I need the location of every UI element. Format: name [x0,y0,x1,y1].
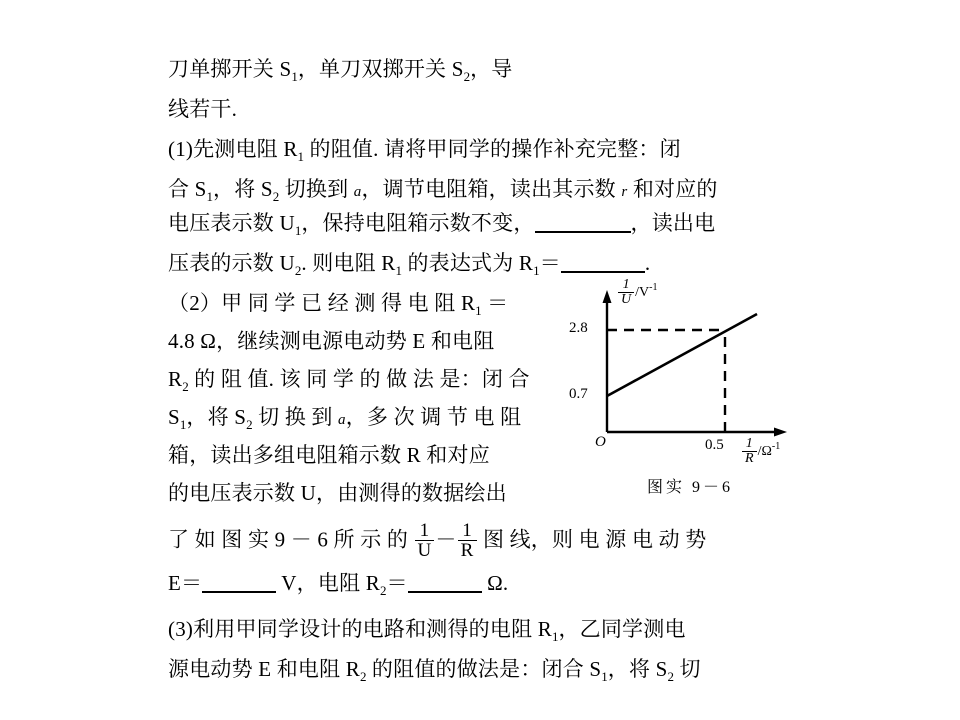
line3-part-b: 的阻值. 请将甲同学的操作补充完整：闭 [304,137,681,161]
line1-sub-1: 1 [291,69,298,85]
line4-part-a: 合 S [168,177,207,201]
text-line-4 [168,178,718,208]
x-axis-denominator: R [742,451,757,466]
switch-position-a-symbol: a [353,184,362,200]
line3-sub: 1 [297,149,305,165]
line9-sub: 2 [182,379,189,395]
line1-part-c: ，导 [470,57,513,81]
line4-part-e: 和对应的 [627,177,718,201]
line7-sub: 1 [475,303,482,319]
data-line [607,314,757,396]
line6-part-b: . 则电阻 R [301,251,396,275]
text-line-6 [168,252,650,282]
line16-part-d: 切 [674,657,701,681]
origin-label: O [595,434,606,450]
answer-blank-r2[interactable] [408,591,482,593]
y-axis-unit: /V [635,285,650,301]
text-line-8: 4.8 Ω，继续测电源电动势 E 和电阻 [168,329,495,353]
line7-part-a: （2）甲 同 学 已 经 测 得 电 阻 R [168,291,476,315]
answer-blank-2[interactable] [561,271,645,273]
y-tick-label-0-7: 0.7 [569,386,588,402]
line16-part-a: 源电动势 E 和电阻 R [168,657,360,681]
line10-part-a: S [168,405,180,429]
line10-sub-1: 1 [179,417,187,433]
line5-part-a: 电压表示数 U [168,211,295,235]
text-line-12: 的电压表示数 U，由测得的数据绘出 [168,481,507,505]
line14-part-b: V，电阻 R [276,571,380,595]
line6-part-c: 的表达式为 R [402,251,534,275]
text-line-9 [168,368,530,398]
line3-part-a: (1)先测电阻 R [168,137,298,161]
line6-part-a: 压表的示数 U [168,251,295,275]
line16-part-b: 的阻值的做法是：闭合 S [366,657,602,681]
x-axis-unit-exponent: -1 [771,441,781,453]
text-line-2: 线若干. [168,97,238,121]
text-line-10 [168,406,521,436]
line14-sub: 2 [379,583,387,599]
figure-graph-1u-vs-1r [565,277,815,514]
line15-part-b: ，乙同学测电 [558,617,686,641]
line16-sub-3: 2 [667,669,674,685]
line16-sub: 2 [359,669,367,685]
text-line-14 [168,572,508,602]
line5-sub: 1 [294,223,302,239]
y-axis-fraction [618,278,634,308]
y-axis-label [617,278,657,308]
line5-part-b: ，保持电阻箱示数不变， [301,211,535,235]
y-axis-denominator: U [618,292,634,307]
inline-frac2-numerator: 1 [462,520,472,541]
line1-part-a: 刀单掷开关 S [168,57,292,81]
text-line-3 [168,138,681,168]
line15-sub: 1 [551,629,559,645]
inline-frac1-numerator: 1 [419,520,430,541]
line6-sub: 2 [294,263,302,279]
line6-sub-3: 1 [533,263,540,279]
line16-sub-2: 1 [601,669,608,685]
text-line-13 [168,522,706,562]
x-axis-numerator: 1 [745,436,753,451]
y-tick-label-2-8: 2.8 [569,320,588,336]
text-line-5 [168,212,715,242]
line4-sub-1: 1 [206,189,214,205]
text-line-1 [168,58,512,88]
line5-part-c: ，读出电 [630,211,716,235]
line13-part-a: 了 如 图 实 9 － 6 所 示 的 [168,527,414,552]
line6-part-d: ＝ [539,251,561,275]
line7-part-b: ＝ [481,291,509,315]
line4-part-d: ，调节电阻箱，读出其示数 [361,177,622,201]
answer-blank-1[interactable] [535,231,631,233]
line1-sub-2: 2 [463,69,471,85]
line1-part-b: ，单刀双掷开关 S [297,57,464,81]
figure-caption: 图实 9－6 [646,479,733,496]
y-axis-numerator: 1 [622,277,630,292]
line6-part-e: . [644,251,651,275]
line4-part-b: ，将 S [213,177,273,201]
x-axis-unit: /Ω [757,444,772,460]
inline-frac1-denominator: U [415,540,435,560]
line15-part-a: (3)利用甲同学设计的电路和测得的电阻 R [168,617,552,641]
text-line-15 [168,618,686,648]
line13-part-b: 图 线，则 电 源 电 动 势 [477,527,707,552]
line9-part-b: 的 阻 值. 该 同 学 的 做 法 是：闭 合 [188,367,530,391]
line4-sub-2: 2 [272,189,280,205]
x-axis-arrowhead [774,428,787,437]
inline-fraction-1-over-u [415,521,435,561]
resistance-r-symbol: r [621,184,628,200]
line14-part-d: Ω. [481,571,509,595]
line6-sub-2: 1 [395,263,402,279]
line10-part-d: ，多 次 调 节 电 阻 [345,405,522,429]
line4-part-c: 切换到 [279,177,354,201]
line16-part-c: ，将 S [607,657,668,681]
text-line-16 [168,658,701,688]
line14-part-a: E＝ [168,571,203,595]
line10-part-b: ，将 S [186,405,247,429]
inline-minus-sign: － [435,527,457,552]
inline-fraction-1-over-r [458,521,477,561]
text-line-11: 箱，读出多组电阻箱示数 R 和对应 [168,443,490,467]
inline-frac2-denominator: R [458,540,477,560]
line14-part-c: ＝ [386,571,408,595]
line9-part-a: R [168,367,183,391]
switch-position-a-symbol-2: a [338,412,346,428]
y-axis-arrowhead [603,290,612,303]
x-tick-label-0-5: 0.5 [705,437,724,453]
x-axis-fraction [742,437,757,467]
line10-sub-2: 2 [246,417,253,433]
x-axis-label [741,437,780,467]
y-axis-unit-exponent: -1 [649,282,658,294]
answer-blank-emf[interactable] [202,591,276,593]
line10-part-c: 切 换 到 [252,405,339,429]
text-line-7 [168,292,508,322]
